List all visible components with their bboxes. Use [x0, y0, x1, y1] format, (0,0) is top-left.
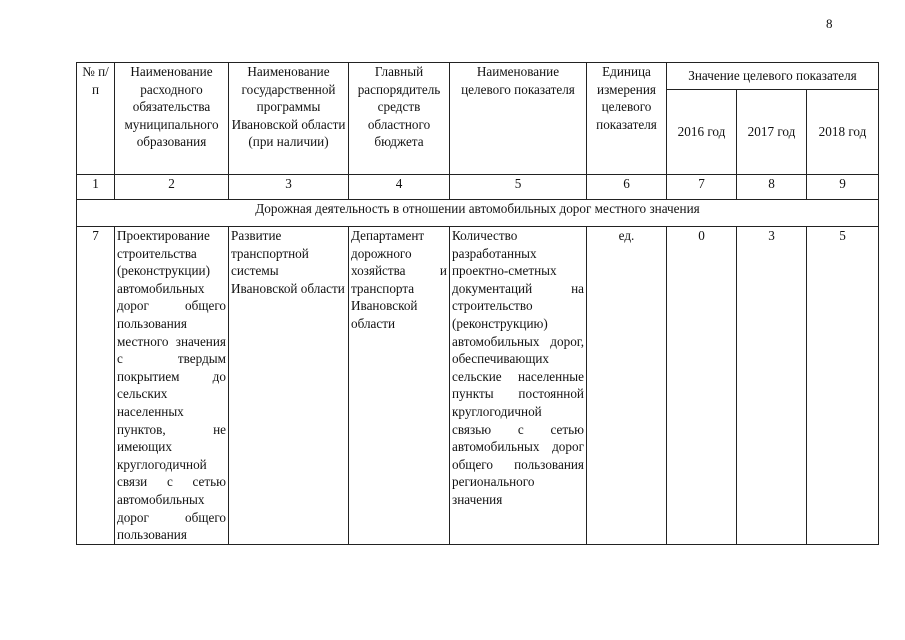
section-title: Дорожная деятельность в отношении автомобильных дорог местного значения — [77, 200, 879, 227]
column-number: 6 — [587, 175, 667, 200]
column-number: 8 — [737, 175, 807, 200]
value-2018: 5 — [807, 227, 879, 545]
unit-cell: ед. — [587, 227, 667, 545]
column-number: 7 — [667, 175, 737, 200]
indicator-cell: Количество разработанных проектно-сметных документаций на строительство (реконструкцию) автомобильных дорог, обеспечивающих сельские населенные пункты постоянной круглогодичной связью с сетью автомобильных дорог общего пользования регионального значения — [450, 227, 587, 545]
obligation-cell: Проектирование строительства (реконструкции) автомобильных дорог общего пользования местного значения с твердым покрытием до сельских населенных пунктов, не имеющих круглогодичной связи с сетью автомобильных дорог общего пользования — [115, 227, 229, 545]
header-year-2018: 2018 год — [807, 90, 879, 175]
value-2016: 0 — [667, 227, 737, 545]
section-row — [77, 200, 879, 227]
column-number: 4 — [349, 175, 450, 200]
header-program: Наименование государственной программы Ивановской области (при наличии) — [229, 63, 349, 175]
header-year-2016: 2016 год — [667, 90, 737, 175]
table-row — [77, 227, 879, 545]
column-numbers-row — [77, 175, 879, 200]
header-unit: Единица измерения целевого показателя — [587, 63, 667, 175]
header-target-value-group: Значение целевого показателя — [667, 63, 879, 90]
header-num: № п/п — [77, 63, 115, 175]
column-number: 9 — [807, 175, 879, 200]
target-indicators-table — [76, 62, 879, 545]
program-cell: Развитие транспортной системы Ивановской области — [229, 227, 349, 545]
manager-cell: Департамент дорожного хозяйства и транспорта Ивановской области — [349, 227, 450, 545]
header-indicator: Наименование целевого показателя — [450, 63, 587, 175]
row-number: 7 — [77, 227, 115, 545]
column-number: 1 — [77, 175, 115, 200]
column-number: 3 — [229, 175, 349, 200]
column-number: 5 — [450, 175, 587, 200]
header-year-2017: 2017 год — [737, 90, 807, 175]
header-manager: Главный распорядитель средств областного бюджета — [349, 63, 450, 175]
header-obligation: Наименование расходного обязательства муниципального образования — [115, 63, 229, 175]
page-number: 8 — [826, 16, 833, 31]
value-2017: 3 — [737, 227, 807, 545]
column-number: 2 — [115, 175, 229, 200]
header-row — [77, 63, 879, 90]
